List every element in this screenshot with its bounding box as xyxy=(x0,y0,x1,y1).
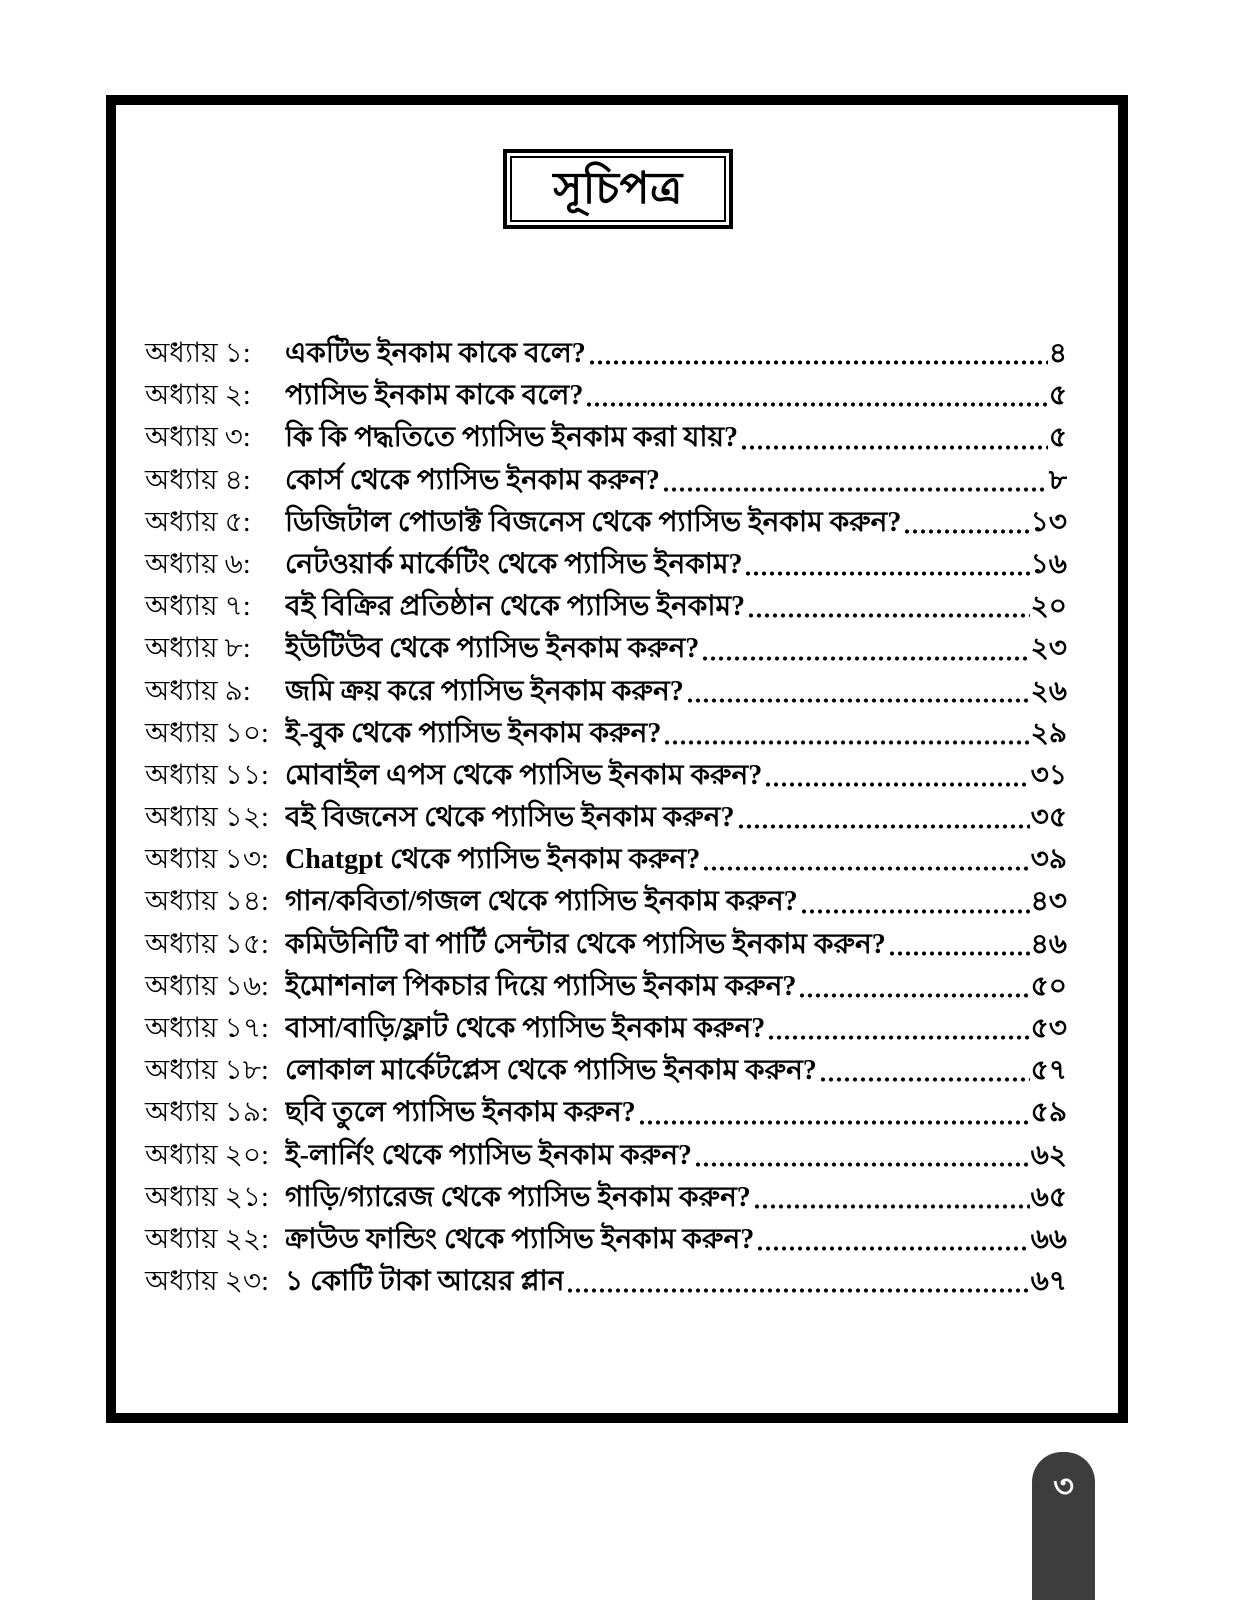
dotted-leader xyxy=(756,1244,1029,1253)
toc-entry-page: ৬২ xyxy=(1030,1139,1067,1171)
toc-entry-page: ৩৫ xyxy=(1030,802,1067,834)
toc-entry-title: ইউটিউব থেকে প্যাসিভ ইনকাম করুন? xyxy=(285,633,700,665)
toc-entry-label: অধ্যায় ৬: xyxy=(145,548,251,580)
toc-entry[interactable] xyxy=(145,417,1067,459)
toc-entry[interactable] xyxy=(145,460,1067,502)
toc-entry-page: ২৯ xyxy=(1030,717,1067,749)
toc-entry-label: অধ্যায় ১২: xyxy=(145,802,269,834)
toc-entry-page: ৫৩ xyxy=(1030,1013,1067,1044)
toc-entry-title: লোকাল মার্কেটপ্লেস থেকে প্যাসিভ ইনকাম করুন? xyxy=(285,1055,817,1087)
toc-entry[interactable] xyxy=(145,586,1067,628)
toc-entry[interactable] xyxy=(145,966,1067,1008)
dotted-leader xyxy=(747,611,1030,620)
toc-entry-page: ৪ xyxy=(1048,338,1067,369)
toc-entry-label: অধ্যায় ৮: xyxy=(145,633,251,665)
toc-entry[interactable] xyxy=(145,1219,1067,1261)
toc-entry[interactable] xyxy=(145,671,1067,713)
toc-entry-page: ৩১ xyxy=(1030,759,1067,791)
toc-entry-title: মোবাইল এপস থেকে প্যাসিভ ইনকাম করুন? xyxy=(285,759,763,791)
toc-entry-label: অধ্যায় ১৬: xyxy=(145,970,269,1002)
toc-entry-title: কি কি পদ্ধতিতে প্যাসিভ ইনকাম করা যায়? xyxy=(285,422,739,454)
dotted-leader xyxy=(903,527,1029,536)
toc-title-box xyxy=(503,149,733,229)
toc-entry-label: অধ্যায় ২১: xyxy=(145,1181,269,1213)
page-number-tab xyxy=(1032,1452,1095,1600)
toc-entry-page: ৬৬ xyxy=(1030,1223,1067,1255)
toc-entry-title: কমিউনিটি বা পার্টি সেন্টার থেকে প্যাসিভ ইনকাম করুন? xyxy=(285,928,886,960)
toc-entry-label: অধ্যায় ৩: xyxy=(145,422,251,454)
toc-entry-page: ৫ xyxy=(1048,422,1067,454)
toc-title-box-inner xyxy=(510,156,726,222)
dotted-leader xyxy=(663,738,1029,747)
toc-entry[interactable] xyxy=(145,797,1067,839)
toc-entry-label: অধ্যায় ৪: xyxy=(145,464,251,496)
toc-entry-title: প্যাসিভ ইনকাম কাকে বলে? xyxy=(285,380,584,412)
toc-entry-title: ডিজিটাল পোডাক্ট বিজনেস থেকে প্যাসিভ ইনকাম করুন? xyxy=(285,506,902,538)
toc-entry-page: ২০ xyxy=(1030,591,1067,623)
page-border-frame xyxy=(106,95,1128,1423)
toc-entry-title: ক্রাউড ফান্ডিং থেকে প্যাসিভ ইনকাম করুন? xyxy=(285,1223,755,1255)
toc-entry-title: গান/কবিতা/গজল থেকে প্যাসিভ ইনকাম করুন? xyxy=(285,886,798,918)
toc-entry-page: ৫ xyxy=(1048,380,1067,412)
toc-entry-label: অধ্যায় ১০: xyxy=(145,717,269,749)
toc-entry-title: ই-বুক থেকে প্যাসিভ ইনকাম করুন? xyxy=(285,717,662,749)
toc-entry[interactable] xyxy=(145,924,1067,966)
page-title: সূচিপত্র xyxy=(553,164,683,213)
toc-entry-label: অধ্যায় ১৮: xyxy=(145,1055,269,1087)
toc-entry-page: ৬৫ xyxy=(1030,1181,1067,1213)
toc-entry-label: অধ্যায় ২: xyxy=(145,380,251,412)
toc-entry-page: ৫৯ xyxy=(1030,1097,1067,1129)
toc-entry-label: অধ্যায় ১৭: xyxy=(145,1013,269,1044)
toc-entry-label: অধ্যায় ১৩: xyxy=(145,844,269,876)
toc-entry[interactable] xyxy=(145,375,1067,417)
toc-entry-page: ৬৭ xyxy=(1030,1266,1067,1298)
dotted-leader xyxy=(686,696,1030,705)
toc-entry-title: একটিভ ইনকাম কাকে বলে? xyxy=(285,338,586,369)
toc-entry-label: অধ্যায় ৯: xyxy=(145,675,251,707)
toc-entry-label: অধ্যায় ২৩: xyxy=(145,1266,269,1298)
toc-entry[interactable] xyxy=(145,713,1067,755)
dotted-leader xyxy=(566,1286,1029,1295)
toc-entry-title: Chatgpt থেকে প্যাসিভ ইনকাম করুন? xyxy=(285,844,701,876)
toc-entry-page: ৩৯ xyxy=(1030,844,1067,876)
toc-entry-label: অধ্যায় ২০: xyxy=(145,1139,269,1171)
toc-entry-title: ই-লার্নিং থেকে প্যাসিভ ইনকাম করুন? xyxy=(285,1139,692,1171)
toc-entry-label: অধ্যায় ১৯: xyxy=(145,1097,269,1129)
toc-entry-label: অধ্যায় ৭: xyxy=(145,591,251,623)
toc-entry[interactable] xyxy=(145,1092,1067,1134)
toc-entry-page: ২৩ xyxy=(1030,633,1067,665)
toc-entry[interactable] xyxy=(145,1008,1067,1050)
toc-entry-title: জমি ক্রয় করে প্যাসিভ ইনকাম করুন? xyxy=(285,675,684,707)
dotted-leader xyxy=(638,1118,1030,1127)
toc-entry[interactable] xyxy=(145,755,1067,797)
dotted-leader xyxy=(800,907,1030,916)
toc-entry-label: অধ্যায় ৫: xyxy=(145,506,251,538)
dotted-leader xyxy=(585,400,1047,409)
toc-entry-page: ৫৭ xyxy=(1030,1055,1067,1087)
dotted-leader xyxy=(737,822,1030,831)
dotted-leader xyxy=(740,443,1048,452)
dotted-leader xyxy=(701,654,1029,663)
toc-entry[interactable] xyxy=(145,1135,1067,1177)
toc-entry[interactable] xyxy=(145,881,1067,923)
toc-entry-page: ২৬ xyxy=(1030,675,1067,707)
toc-entry-title: বাসা/বাড়ি/ফ্লাট থেকে প্যাসিভ ইনকাম করুন? xyxy=(285,1013,766,1044)
toc-entry[interactable] xyxy=(145,839,1067,881)
dotted-leader xyxy=(662,485,1048,494)
dotted-leader xyxy=(764,780,1029,789)
dotted-leader xyxy=(744,569,1029,578)
toc-entry-title: কোর্স থেকে প্যাসিভ ইনকাম করুন? xyxy=(285,464,660,496)
toc-entry[interactable] xyxy=(145,1177,1067,1219)
toc-entry-page: ৪৩ xyxy=(1030,886,1067,918)
toc-entry[interactable] xyxy=(145,628,1067,670)
dotted-leader xyxy=(767,1033,1029,1042)
toc-entry-title: গাড়ি/গ্যারেজ থেকে প্যাসিভ ইনকাম করুন? xyxy=(285,1181,751,1213)
toc-entry-label: অধ্যায় ১৫: xyxy=(145,928,269,960)
toc-entry-label: অধ্যায় ১১: xyxy=(145,759,269,791)
dotted-leader xyxy=(888,949,1030,958)
toc-entry-title: নেটওয়ার্ক মার্কেটিং থেকে প্যাসিভ ইনকাম? xyxy=(285,548,743,580)
toc-list xyxy=(145,333,1067,1303)
dotted-leader xyxy=(694,1160,1030,1169)
dotted-leader xyxy=(819,1075,1030,1084)
toc-entry-page: ১৬ xyxy=(1030,548,1067,580)
toc-entry[interactable] xyxy=(145,544,1067,586)
toc-entry[interactable] xyxy=(145,1261,1067,1303)
toc-entry-page: ৮ xyxy=(1048,464,1067,496)
toc-entry-title: বই বিক্রির প্রতিষ্ঠান থেকে প্যাসিভ ইনকাম? xyxy=(285,591,746,623)
toc-entry-title: ১ কোটি টাকা আয়ের প্লান xyxy=(285,1266,565,1298)
toc-entry-page: ৫০ xyxy=(1030,970,1067,1002)
toc-entry-label: অধ্যায় ১: xyxy=(145,338,251,369)
toc-entry[interactable] xyxy=(145,333,1067,375)
dotted-leader xyxy=(588,358,1048,367)
dotted-leader xyxy=(702,864,1029,873)
toc-entry[interactable] xyxy=(145,502,1067,544)
toc-entry[interactable] xyxy=(145,1050,1067,1092)
toc-entry-label: অধ্যায় ১৪: xyxy=(145,886,269,918)
toc-entry-page: ১৩ xyxy=(1030,506,1067,538)
toc-entry-title: ইমোশনাল পিকচার দিয়ে প্যাসিভ ইনকাম করুন? xyxy=(285,970,797,1002)
toc-entry-page: ৪৬ xyxy=(1030,928,1067,960)
toc-entry-title: বই বিজনেস থেকে প্যাসিভ ইনকাম করুন? xyxy=(285,802,735,834)
toc-entry-title: ছবি তুলে প্যাসিভ ইনকাম করুন? xyxy=(285,1097,636,1129)
toc-entry-label: অধ্যায় ২২: xyxy=(145,1223,269,1255)
dotted-leader xyxy=(798,991,1029,1000)
dotted-leader xyxy=(753,1202,1030,1211)
page-number: ৩ xyxy=(1053,1468,1074,1504)
